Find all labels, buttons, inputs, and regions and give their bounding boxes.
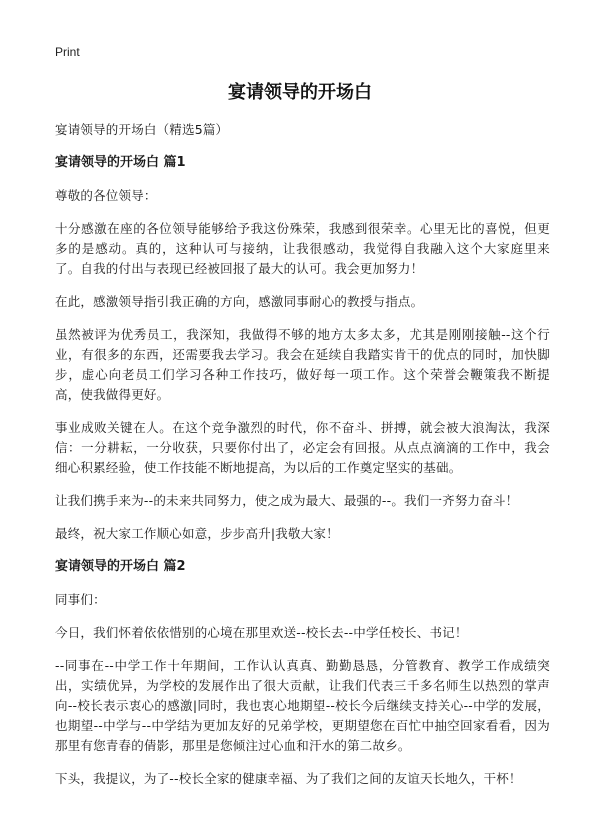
paragraph: 最终，祝大家工作顺心如意，步步高升|我敬大家！ — [55, 526, 339, 541]
print-label: Print — [55, 45, 80, 59]
paragraph: 下头，我提议，为了--校长全家的健康幸福、为了我们之间的友谊天长地久，干杯！ — [55, 771, 522, 786]
section-heading-2: 宴请领导的开场白 篇2 — [55, 559, 186, 574]
paragraph: 今日，我们怀着依依惜别的心境在那里欢送--校长去--中学任校长、书记！ — [55, 625, 468, 640]
section-heading-1: 宴请领导的开场白 篇1 — [55, 155, 186, 170]
paragraph: 让我们携手来为--的未来共同努力，使之成为最大、最强的--。我们一齐努力奋斗！ — [55, 493, 519, 508]
document-subtitle: 宴请领导的开场白（精选5篇） — [55, 122, 229, 137]
paragraph: 事业成败关键在人。在这个竞争激烈的时代，你不奋斗、拼搏，就会被大浪淘汰，我深信：一分耕耘，一分收获，只要你付出了，必定会有回报。从点点滴滴的工作中，我会细心积累经验，使工作技能不断地提高，为以后的工作奠定坚实的基础。 — [55, 420, 550, 475]
document-body — [55, 120, 550, 802]
paragraph: --同事在--中学工作十年期间，工作认认真真、勤勤恳恳，分管教育、教学工作成绩突出，实绩优异，为学校的发展作出了很大贡献，让我们代表三千多名师生以热烈的掌声向--校长表示衷心的感激|同时，我也衷心地期望--校长今后继续支持关心--中学的发展，也期望--中学与--中学结为更加友好的兄弟学校，更期望您在百忙中抽空回家看看，因为那里有您青春的倩影，那里是您倾注过心血和汗水的第二故乡。 — [55, 658, 550, 753]
paragraph: 同事们： — [55, 592, 106, 607]
paragraph: 虽然被评为优秀员工，我深知，我做得不够的地方太多太多，尤其是刚刚接触--这个行业，有很多的东西，还需要我去学习。我会在延续自我踏实肯干的优点的同时，加快脚步，虚心向老员工们学习各种工作技巧，做好每一项工作。这个荣誉会鞭策我不断提高，使我做得更好。 — [55, 327, 550, 402]
paragraph: 十分感激在座的各位领导能够给予我这份殊荣，我感到很荣幸。心里无比的喜悦，但更多的是感动。真的，这种认可与接纳，让我很感动，我觉得自我融入这个大家庭里来了。自我的付出与表现已经被回报了最大的认可。我会更加努力！ — [55, 221, 550, 276]
paragraph: 尊敬的各位领导： — [55, 188, 157, 203]
paragraph: 在此，感激领导指引我正确的方向，感激同事耐心的教授与指点。 — [55, 294, 424, 309]
page-title: 宴请领导的开场白 — [228, 82, 372, 103]
